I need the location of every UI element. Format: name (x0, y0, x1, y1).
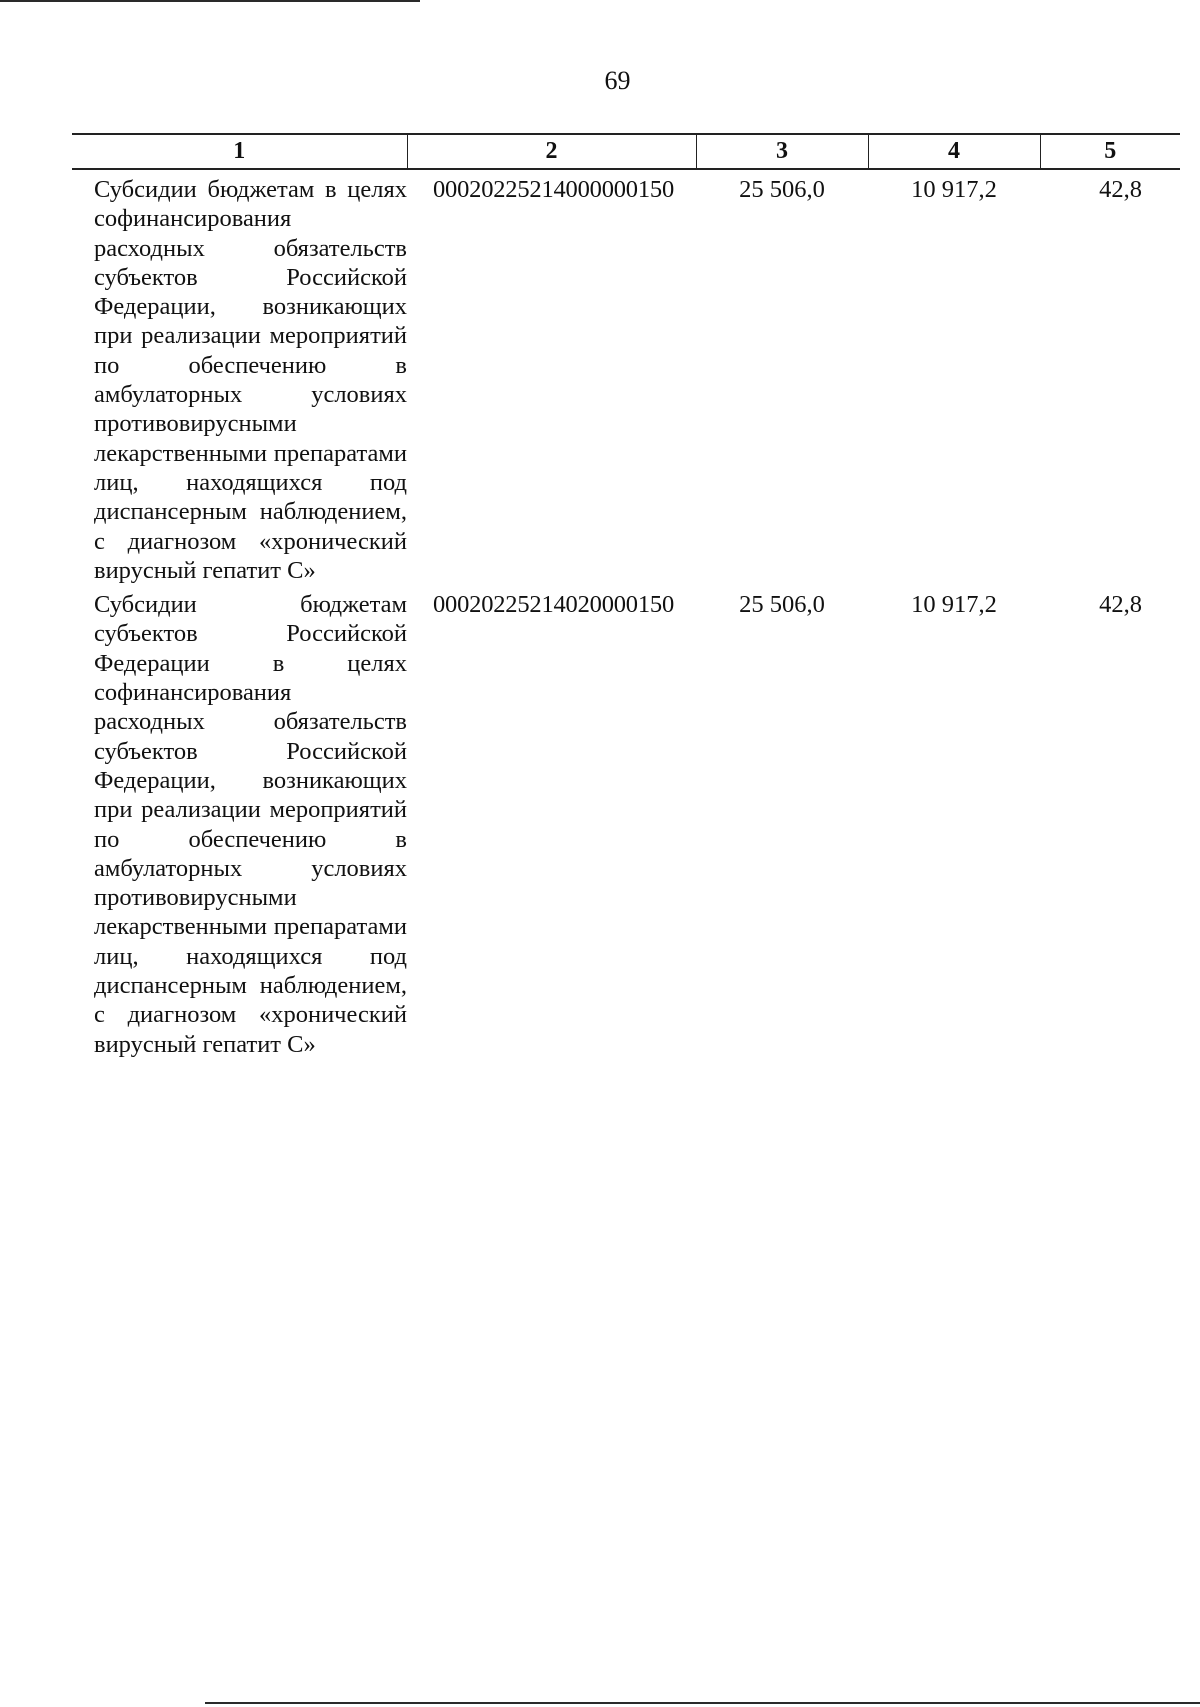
row-value-col5: 42,8 (1099, 591, 1142, 619)
row-description: Субсидии бюджетам субъектов Российской Федерации в целях софинансирования расходных обязательств субъектов Российской Федерации, возникающих при реализации мероприятий по обеспечению в амбулаторных условиях противовирусными лекарственными препаратами лиц, находящихся под диспансерным наблюдением, с диагнозом «хронический вирусный гепатит С» (94, 591, 407, 1058)
table-body (72, 169, 1180, 1059)
budget-table (72, 133, 1180, 1059)
row-description: Субсидии бюджетам в целях софинансирования расходных обязательств субъектов Российской Федерации, возникающих при реализации мероприятий по обеспечению в амбулаторных условиях противовирусными лекарственными препаратами лиц, находящихся под диспансерным наблюдением, с диагнозом «хронический вирусный гепатит С» (94, 176, 407, 584)
column-header-2: 2 (407, 134, 696, 169)
row-value-col3: 25 506,0 (739, 591, 825, 619)
column-header-5: 5 (1040, 134, 1180, 169)
scan-edge-line-bottom (205, 1702, 1200, 1704)
table-row (72, 169, 1180, 585)
page-number: 69 (604, 66, 631, 95)
scan-edge-line-top (0, 0, 420, 2)
column-header-3: 3 (696, 134, 868, 169)
row-value-col4: 10 917,2 (911, 176, 997, 203)
table-header (72, 134, 1180, 169)
table-row (72, 585, 1180, 1059)
column-header-4: 4 (868, 134, 1040, 169)
column-header-1: 1 (72, 134, 407, 169)
row-value-col4: 10 917,2 (911, 591, 997, 619)
row-value-col5: 42,8 (1099, 176, 1142, 203)
table-header-row (72, 134, 1180, 169)
row-budget-code: 00020225214000000150 (433, 176, 675, 203)
row-value-col3: 25 506,0 (739, 176, 825, 203)
row-budget-code: 00020225214020000150 (433, 591, 675, 619)
